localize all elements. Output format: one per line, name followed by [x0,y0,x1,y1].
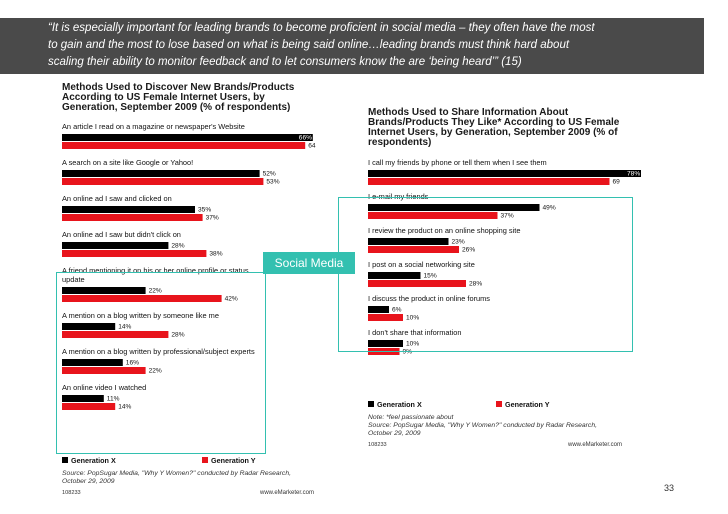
data-label: 37% [205,214,219,222]
category-label: An article I read on a magazine or newspaper's Website [62,122,245,131]
data-label: 9% [402,348,413,356]
data-label: 53% [266,178,280,186]
bar-gen-x [62,206,195,213]
data-label: 26% [462,246,476,254]
data-label: 28% [171,331,185,339]
category-label: A search on a site like Google or Yahoo! [62,158,194,167]
chart-title-line: Methods Used to Share Information About [368,107,569,118]
legend-label-gen-x: Generation X [377,400,422,409]
chart-title-line: According to US Female Internet Users, by [62,92,265,103]
category-label: A mention on a blog written by someone like me [62,311,219,320]
category-label: update [62,275,85,284]
emarketer-brand: www.eMarketer.com [260,490,315,496]
social-media-highlight-right [338,197,633,352]
chart-title-line: respondents) [368,137,432,148]
data-label: 22% [148,287,162,295]
page-number: 33 [664,483,675,493]
chart-title-line: Brands/Products They Like* According to US Female [368,117,620,128]
quote-line-2: to gain and the most to lose based on what is being said online…leading brands must think hard about [48,39,570,51]
data-label: 42% [224,295,238,303]
legend-swatch-gen-y [496,401,502,407]
source-note: Source: PopSugar Media, "Why Y Women?" conducted by Radar Research, [62,470,291,477]
legend-swatch-gen-y [202,457,208,463]
bar-gen-y [62,142,305,149]
data-label: 66% [298,134,313,142]
data-label: 6% [392,306,402,314]
category-label: I review the product on an online shopping site [368,226,521,235]
data-label: 10% [406,340,420,348]
source-note: Note: *feel passionate about [368,414,454,421]
legend-swatch-gen-x [62,457,68,463]
bar-gen-x [62,134,313,141]
data-label: 14% [118,323,132,331]
data-label: 52% [262,170,276,178]
bar-gen-y [62,250,206,257]
source-note: Source: PopSugar Media, "Why Y Women?" conducted by Radar Research, [368,422,597,429]
data-label: 10% [406,314,420,322]
legend-swatch-gen-x [368,401,374,407]
category-label: An online ad I saw but didn't click on [62,230,181,239]
category-label: An online video I watched [62,383,147,392]
category-label: I don't share that information [368,328,462,337]
data-label: 37% [500,212,514,220]
bar-gen-y [62,178,263,185]
bar-gen-y [368,178,610,185]
data-label: 78% [627,170,641,178]
bar-gen-x [368,170,641,177]
chart-code: 108233 [62,490,81,496]
quote-banner [0,18,704,74]
bar-gen-x [62,170,260,177]
source-note: October 29, 2009 [62,478,115,485]
data-label: 28% [469,280,483,288]
data-label: 49% [542,204,556,212]
chart-title-line: Internet Users, by Generation, September 2009 (% of [368,127,618,138]
social-media-highlight-left [56,272,266,454]
data-label: 15% [423,272,437,280]
legend-label-gen-y: Generation Y [211,456,256,465]
chart-title-line: Methods Used to Discover New Brands/Products [62,82,295,93]
category-label: I post on a social networking site [368,260,475,269]
quote-line-3: scaling their ability to monitor feedback and to let consumers know the are ‘being heard’” (15) [48,56,522,68]
category-label: A mention on a blog written by professional/subject experts [62,347,255,356]
legend-label-gen-x: Generation X [71,456,116,465]
data-label: 11% [106,395,120,403]
data-label: 69 [612,178,620,186]
social-media-label: Social Media [263,252,355,274]
data-label: 16% [125,359,140,367]
category-label: I e-mail my friends [368,192,429,201]
chart-code: 108233 [368,442,387,448]
chart-title-line: Generation, September 2009 (% of respondents) [62,102,291,113]
quote-line-1: “It is especially important for leading brands to become proficient in social media – they often have the most [48,22,595,34]
category-label: I call my friends by phone or tell them when I see them [368,158,547,167]
data-label: 38% [209,250,223,258]
data-label: 22% [148,367,162,375]
data-label: 14% [118,403,132,411]
category-label: An online ad I saw and clicked on [62,194,172,203]
category-label: A friend mentioning it on his or her online profile or status [62,266,249,275]
data-label: 64 [308,142,316,150]
category-label: I discuss the product in online forums [368,294,491,303]
data-label: 35% [198,206,212,214]
bar-gen-y [62,214,203,221]
data-label: 28% [171,242,185,250]
emarketer-brand: www.eMarketer.com [568,442,623,448]
source-note: October 29, 2009 [368,430,421,437]
data-label: 23% [451,238,465,246]
bar-gen-x [62,242,168,249]
legend-label-gen-y: Generation Y [505,400,550,409]
